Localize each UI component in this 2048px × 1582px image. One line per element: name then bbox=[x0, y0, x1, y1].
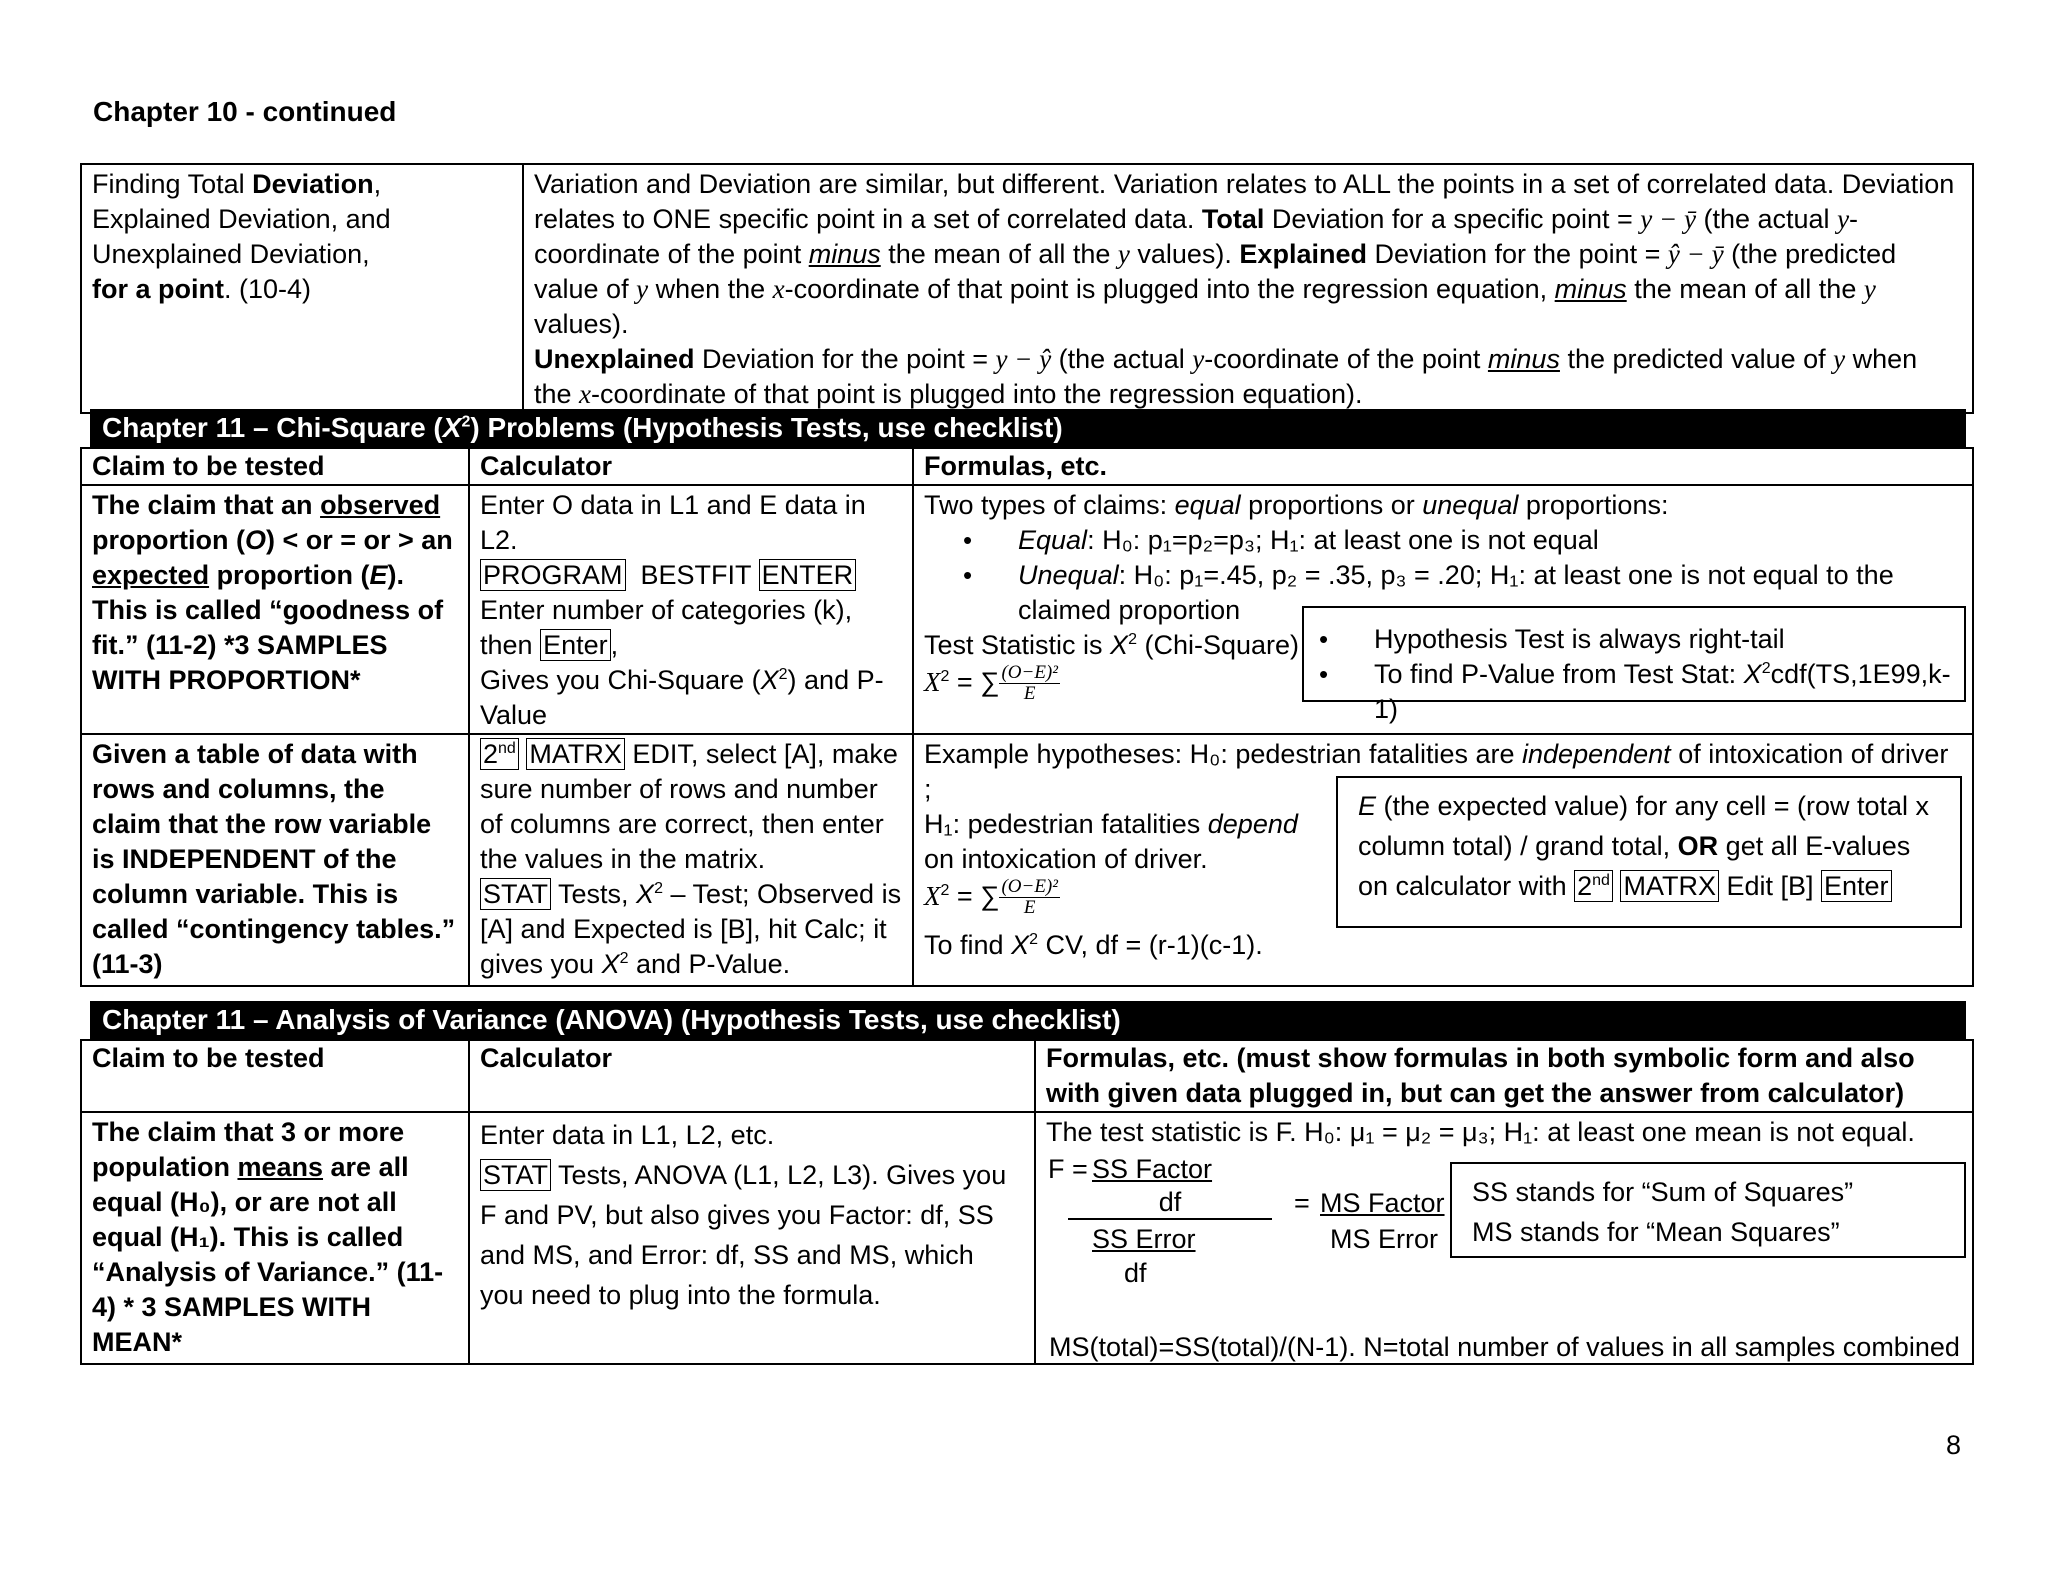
contingency-claim: Given a table of data with rows and columns, the claim that the row variable is INDEPENDENT of the column variable. This is called “contingency tables.” (11-3) bbox=[81, 734, 469, 986]
ch10-explanation-cell: Variation and Deviation are similar, but different. Variation relates to ALL the points in a set of correlated data. Deviation relates to ONE specific point in a set of correlated data. Total Deviation for a specific point = y − ȳ (the actual y-coordinate of the point minus the mean of all the y values). Explained Deviation for the point = ŷ − ȳ (the predicted value of y when the x-coordinate of that point is plugged into the regression equation, minus the mean of all the y values). Unexplained Deviation for the point = y − ŷ (the actual y-coordinate of the point minus the predicted value of y when the x-coordinate of that point is plugged into the regression equation). bbox=[523, 164, 1973, 413]
2nd-key: 2nd bbox=[480, 738, 519, 770]
chi-square-formula: $X^2$ = ∑ $\frac{\text{(O−E)²}}{E}$ bbox=[924, 876, 1058, 918]
matrx-key: MATRX bbox=[1620, 870, 1719, 902]
enter-key: ENTER bbox=[759, 559, 857, 591]
chi-square-formula: $X^2$ = ∑ $\frac{\text{(O−E)²}}{E}$ bbox=[924, 662, 1058, 704]
goodness-of-fit-claim: The claim that an observed proportion (O) < or = or > an expected proportion (E). This is called “goodness of fit.” (11-2) *3 SAMPLES WITH PROPORTION* bbox=[81, 485, 469, 734]
column-header-claim: Claim to be tested bbox=[81, 1040, 469, 1112]
column-header-formulas: Formulas, etc. (must show formulas in both symbolic form and also with given data plugged in, but can get the answer from calculator) bbox=[1035, 1040, 1973, 1112]
column-header-formulas: Formulas, etc. bbox=[913, 448, 1973, 485]
expected-value-note-box: E (the expected value) for any cell = (row total x column total) / grand total, OR get all E-values on calculator with 2nd MATRX Edit [B] Enter bbox=[1336, 776, 1962, 928]
f-statistic-formula: F = SS Factor df SS Error df = MS Factor MS Error bbox=[1048, 1154, 1445, 1288]
enter-key: Enter bbox=[540, 629, 611, 661]
goodness-of-fit-formulas: Two types of claims: equal proportions or unequal proportions: • Equal: H₀: p₁=p₂=p₃; H₁: at least one is not equal • Unequal: H₀: p₁=.45, p₂ = .35, p₃ = .20; H₁: at least one is not equal to the claimed proportion Test Statistic is $X^2$ (Chi-Square) $X^2$ = ∑ $\frac{\text{(O−E)²}}{E}$ bbox=[913, 485, 1973, 734]
matrx-key: MATRX bbox=[526, 738, 625, 770]
anova-formulas: The test statistic is F. H₀: μ₁ = μ₂ = μ₃; H₁: at least one mean is not equal. bbox=[1035, 1112, 1973, 1364]
ms-total-formula: MS(total)=SS(total)/(N-1). N=total number of values in all samples combined bbox=[1049, 1332, 1960, 1362]
program-key: PROGRAM bbox=[480, 559, 626, 591]
column-header-claim: Claim to be tested bbox=[81, 448, 469, 485]
anova-calculator: Enter data in L1, L2, etc. STAT Tests, ANOVA (L1, L2, L3). Gives you F and PV, but also gives you Factor: df, SS and MS, and Error: df, SS and MS, which you need to plug into the formula. bbox=[469, 1112, 1035, 1364]
page-number: 8 bbox=[1946, 1430, 1962, 1460]
contingency-formulas: Example hypotheses: H₀: pedestrian fatalities are independent of intoxication of driver ; H₁: pedestrian fatalities depend on intoxication of driver. $X^2$ = ∑ $\frac{\text{(O−E)²}}{E}$ To find $X^2$ CV, df = (r-1)(c-1). bbox=[913, 734, 1973, 986]
ch10-topic-cell: Finding Total Deviation, Explained Deviation, and Unexplained Deviation, for a point. (10-4) bbox=[81, 164, 523, 413]
chapter-10-table bbox=[80, 163, 1974, 414]
stat-key: STAT bbox=[480, 1159, 551, 1191]
ss-ms-note-box: SS stands for “Sum of Squares” MS stands for “Mean Squares” bbox=[1450, 1162, 1966, 1258]
column-header-calculator: Calculator bbox=[469, 1040, 1035, 1112]
enter-key: Enter bbox=[1821, 870, 1892, 902]
contingency-calculator: 2nd MATRX EDIT, select [A], make sure number of rows and number of columns are correct, then enter the values in the matrix. STAT Tests, $X^2$ – Test; Observed is [A] and Expected is [B], hit Calc; it gives you $X^2$ and P-Value. bbox=[469, 734, 913, 986]
2nd-key: 2nd bbox=[1574, 870, 1613, 902]
column-header-calculator: Calculator bbox=[469, 448, 913, 485]
stat-key: STAT bbox=[480, 878, 551, 910]
goodness-of-fit-calculator: Enter O data in L1 and E data in L2. PROGRAM BESTFIT ENTER Enter number of categories (k), then Enter , Gives you Chi-Square $(X^2)$ and P-Value bbox=[469, 485, 913, 734]
page-title: Chapter 10 - continued bbox=[93, 96, 397, 127]
chi-square-section-header: Chapter 11 – Chi-Square $(X^2)$ Problems (Hypothesis Tests, use checklist) bbox=[90, 409, 1966, 447]
right-tail-note-box: • Hypothesis Test is always right-tail • To find P-Value from Test Stat: $X^2cdf(TS,1E99,k-1)$ bbox=[1302, 606, 1966, 702]
anova-section-header: Chapter 11 – Analysis of Variance (ANOVA) (Hypothesis Tests, use checklist) bbox=[90, 1001, 1966, 1039]
anova-claim: The claim that 3 or more population means are all equal (H₀), or are not all equal (H₁). This is called “Analysis of Variance.” (11-4) * 3 SAMPLES WITH MEAN* bbox=[81, 1112, 469, 1364]
